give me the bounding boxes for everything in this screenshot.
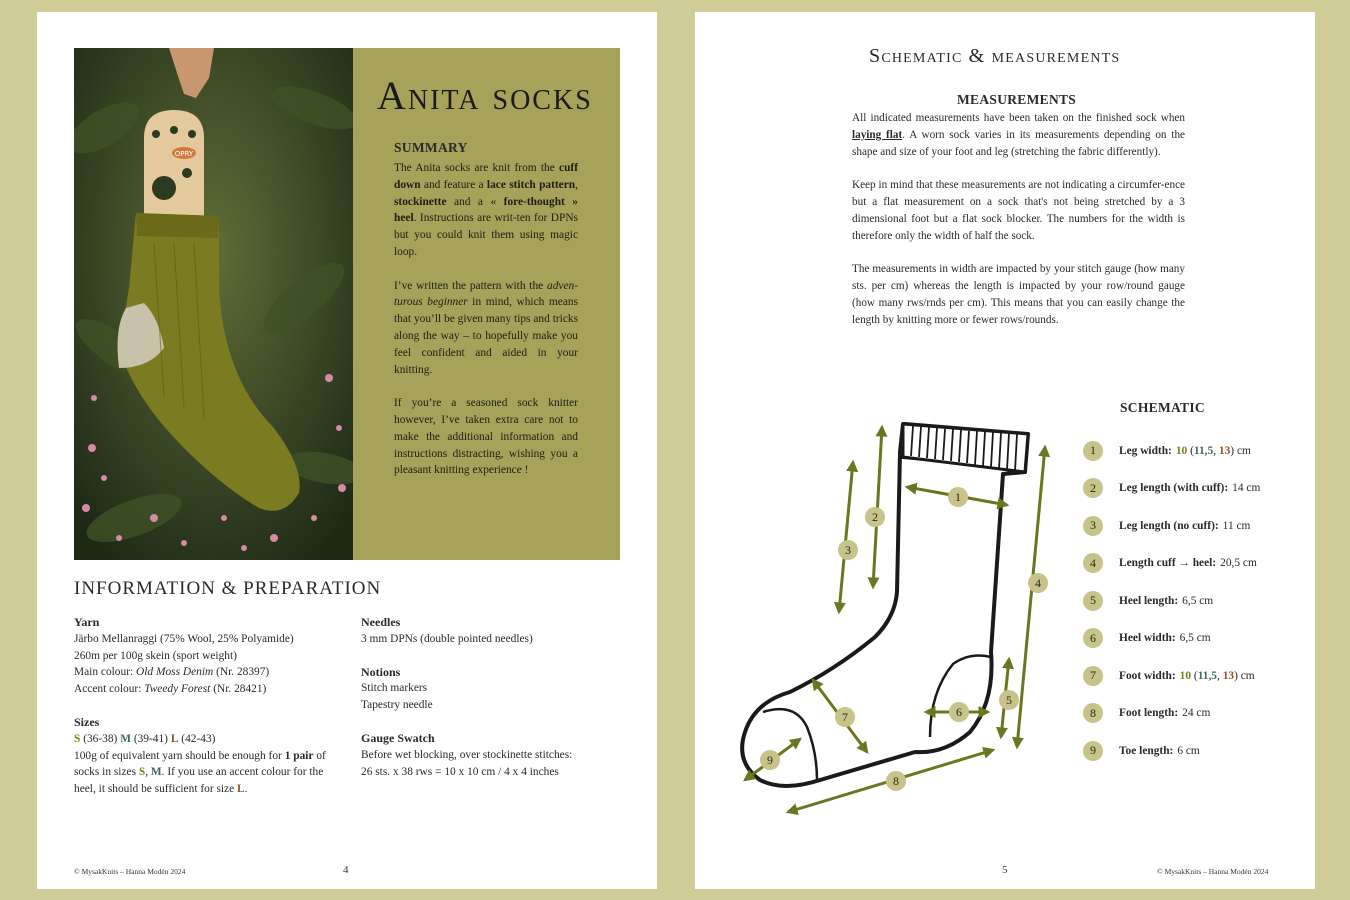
text-run: The Anita socks are knit from the [394, 162, 560, 174]
page-number: 5 [1002, 864, 1008, 876]
measurements-paragraph-1 [852, 110, 1185, 160]
legend-badge: 5 [1083, 591, 1103, 611]
yarn-line-1: Järbo Mellanraggi (75% Wool, 25% Polyamide) [74, 632, 294, 645]
legend-value [1220, 557, 1257, 569]
sizes-note-s: S [138, 766, 146, 779]
legend-item-2 [1083, 470, 1260, 508]
text-run: 10 [1175, 444, 1188, 457]
legend-value [1182, 595, 1213, 607]
legend-value [1176, 445, 1251, 457]
legend-badge: 3 [1083, 516, 1103, 536]
schematic-badge-1-number: 1 [955, 490, 961, 504]
legend-value [1182, 707, 1210, 719]
sock-photo-image [74, 48, 353, 560]
legend-value [1177, 745, 1199, 757]
arrow-cuff-to-heel [1017, 447, 1045, 747]
legend-badge: 9 [1083, 741, 1103, 761]
gauge-line-2: 26 sts. x 38 rws = 10 x 10 cm / 4 x 4 inches [361, 765, 559, 778]
main-colour-number: (Nr. 28397) [213, 666, 270, 679]
text-run: 20,5 cm [1220, 557, 1257, 570]
sizes-note-f: . [244, 783, 248, 796]
sizes-block [74, 714, 336, 798]
text-run: and feature a [420, 178, 487, 191]
legend-item-7 [1083, 657, 1260, 695]
schematic-badge-8 [886, 771, 906, 791]
schematic-badge-8-number: 8 [893, 774, 899, 788]
text-run: Keep in mind that these measurements are not indicating a circumfer-ence but a flat measurement on a sock that's not being stretched by a 3 dimensional foot but a flat sock blocker. The numbers for the width is therefore only the width of half the sock. [852, 179, 1185, 242]
legend-label: Leg length (no cuff): [1119, 519, 1219, 532]
legend-label: Leg width: [1119, 444, 1172, 457]
legend-item-3 [1083, 507, 1260, 545]
legend-item-8 [1083, 695, 1260, 733]
text-run: ) cm [1234, 669, 1255, 682]
schematic-badge-6-number: 6 [956, 705, 962, 719]
sizes-note-a: 100g of equivalent yarn should be enough for [74, 749, 285, 762]
schematic-badge-7 [835, 707, 855, 727]
text-run: lace stitch pattern [486, 178, 576, 191]
legend-label: Foot length: [1119, 707, 1179, 720]
legend-badge: 4 [1083, 553, 1103, 573]
text-run: and a « [446, 195, 504, 208]
text-run: fore-thought » heel [394, 195, 579, 225]
schematic-badge-4 [1028, 573, 1048, 593]
summary-heading: SUMMARY [394, 140, 468, 155]
legend-label: Foot width: [1119, 669, 1176, 682]
text-run: , [1217, 669, 1223, 682]
text-run: adven-turous beginner [394, 279, 578, 309]
needles-block [361, 614, 611, 648]
pattern-title: Anita socks [377, 73, 593, 118]
text-run: 6 cm [1177, 744, 1200, 757]
text-run: If you’re a seasoned sock knitter however, I’ve taken extra care not to make the additional information and instructions distracting, wishing you a pleasant knitting experience ! [394, 397, 578, 477]
main-colour-name: Old Moss Denim [136, 666, 214, 679]
sizes-note-b: 1 pair [284, 749, 314, 762]
sizes-note-m: M [150, 766, 162, 779]
legend-value [1180, 670, 1255, 682]
size-l-range: (42-43) [178, 732, 216, 745]
gauge-line-1: Before wet blocking, over stockinette stitches: [361, 748, 573, 761]
text-run: The measurements in width are impacted by your stitch gauge (how many sts. per cm) whereas the length is impacted by your row/round gauge (how many rws/rnds per cm). This means that you can easily change the length by knitting more or fewer rows/rounds. [852, 263, 1185, 326]
schematic-badge-2-number: 2 [872, 510, 878, 524]
text-run: 6,5 cm [1182, 594, 1214, 607]
text-run: ( [1191, 669, 1198, 682]
text-run: 24 cm [1182, 707, 1211, 720]
sock-outline [742, 424, 1028, 786]
text-run: stockinette [394, 195, 447, 208]
sock-photo [74, 48, 353, 560]
size-s: S [74, 732, 81, 745]
legend-badge: 2 [1083, 478, 1103, 498]
sizes-note-d: , [145, 766, 151, 779]
page-number: 4 [343, 864, 349, 876]
schematic-badge-1 [948, 487, 968, 507]
accent-colour-name: Tweedy Forest [144, 683, 211, 696]
yarn-heading: Yarn [74, 615, 100, 629]
text-run: 11,5 [1193, 444, 1214, 457]
text-run: . A worn sock varies in its measurements depending on the shape and size of your foot and leg (stretching the fabric differently). [852, 128, 1186, 158]
text-run: 14 cm [1232, 482, 1261, 495]
needles-heading: Needles [361, 615, 401, 629]
text-run: . Instructions are writ-ten for DPNs but you could knit them using magic loop. [394, 212, 578, 258]
schematic-badge-4-number: 4 [1035, 576, 1041, 590]
gauge-block [361, 730, 611, 780]
summary-paragraph-1 [394, 160, 578, 261]
footer-copyright: © MysakKnits – Hanna Modén 2024 [74, 867, 186, 876]
notions-line-1: Stitch markers [361, 682, 428, 695]
measurements-paragraph-3 [852, 261, 1185, 328]
arrow-leg-length-nocuff [839, 462, 853, 612]
legend-item-9 [1083, 732, 1260, 770]
gauge-heading: Gauge Swatch [361, 730, 435, 745]
text-run: 6,5 cm [1179, 632, 1211, 645]
legend-badge: 1 [1083, 441, 1103, 461]
schematic-badge-9 [760, 750, 780, 770]
accent-colour [74, 681, 336, 698]
info-right-column [361, 614, 611, 796]
needles-text: 3 mm DPNs (double pointed needles) [361, 632, 533, 645]
legend-label: Heel width: [1119, 632, 1176, 645]
main-colour-prefix: Main colour: [74, 666, 137, 679]
sizes-heading: Sizes [74, 714, 100, 729]
size-list [74, 731, 336, 748]
legend-value [1223, 520, 1251, 532]
sizes-note-l: L [237, 783, 245, 796]
summary-paragraph-3 [394, 395, 578, 479]
yarn-line-2: 260m per 100g skein (sport weight) [74, 649, 237, 662]
measurements-heading: MEASUREMENTS [957, 92, 1077, 107]
legend-label: Leg length (with cuff): [1119, 482, 1229, 495]
schematic-page-title: Schematic & measurements [869, 45, 1121, 67]
text-run: cuff down [394, 162, 578, 191]
text-run: in mind, which means that you’ll be given many tips and tricks along the way – to hopefully make you feel confident and aided in your knitting. [394, 296, 578, 376]
legend-item-1 [1083, 432, 1260, 470]
legend-badge: 8 [1083, 703, 1103, 723]
legend-item-4 [1083, 545, 1260, 583]
schematic-badge-7-number: 7 [842, 710, 848, 724]
text-run: 13 [1218, 444, 1231, 457]
measurements-text [852, 110, 1185, 345]
text-run: I’ve written the pattern with the [394, 279, 547, 292]
footer-copyright: © MysakKnits – Hanna Modén 2024 [1157, 867, 1269, 876]
size-m-range: (39-41) [130, 732, 171, 745]
text-run: laying flat [852, 128, 903, 141]
measurement-legend [1083, 432, 1260, 770]
blocker-logo: OPRY [174, 150, 194, 158]
legend-item-6 [1083, 620, 1260, 658]
legend-value [1232, 482, 1260, 494]
schematic-badge-6 [949, 702, 969, 722]
text-run: 11 cm [1222, 519, 1251, 532]
text-run: , [1213, 444, 1219, 457]
legend-badge: 7 [1083, 666, 1103, 686]
legend-item-5 [1083, 582, 1260, 620]
heel-line [930, 656, 991, 737]
schematic-badge-2 [865, 507, 885, 527]
text-run: ( [1187, 444, 1194, 457]
size-l: L [170, 732, 179, 745]
legend-value [1180, 632, 1211, 644]
yarn-block [74, 614, 336, 698]
arrow-leg-length-cuff [873, 427, 882, 587]
notions-line-2: Tapestry needle [361, 699, 433, 712]
main-colour [74, 664, 336, 681]
schematic-badge-3-number: 3 [845, 543, 851, 557]
schematic-badge-5 [999, 690, 1019, 710]
summary-paragraph-2 [394, 278, 578, 379]
sizes-note [74, 748, 336, 798]
sizes-note-c: of socks in sizes [74, 749, 326, 779]
sock-schematic [725, 402, 1075, 822]
schematic-heading: SCHEMATIC [1120, 400, 1205, 415]
summary-text [394, 160, 578, 496]
legend-label: Length cuff → heel: [1119, 557, 1217, 570]
schematic-badge-3 [838, 540, 858, 560]
text-run: 10 [1179, 669, 1192, 682]
text-run: ) cm [1230, 444, 1251, 457]
page-5 [695, 12, 1315, 889]
text-run: 13 [1222, 669, 1235, 682]
text-run: 11,5 [1197, 669, 1217, 682]
legend-label: Toe length: [1119, 744, 1174, 757]
legend-label: Heel length: [1119, 594, 1179, 607]
measurements-paragraph-2 [852, 177, 1185, 244]
schematic-badge-5-number: 5 [1006, 693, 1012, 707]
sizes-note-e: . If you use an accent colour for the heel, it should be sufficient for size [74, 766, 324, 796]
notions-block [361, 664, 611, 714]
info-left-column [74, 614, 336, 814]
text-run: All indicated measurements have been taken on the finished sock when [852, 112, 1185, 124]
text-run: , [575, 178, 578, 191]
notions-heading: Notions [361, 664, 401, 679]
page-4 [37, 12, 657, 889]
info-section-title: INFORMATION & PREPARATION [74, 578, 382, 599]
accent-colour-prefix: Accent colour: [74, 683, 145, 696]
size-m: M [120, 732, 131, 745]
schematic-badge-9-number: 9 [767, 753, 773, 767]
accent-colour-number: (Nr. 28421) [210, 683, 267, 696]
legend-badge: 6 [1083, 628, 1103, 648]
size-s-range: (36-38) [80, 732, 121, 745]
